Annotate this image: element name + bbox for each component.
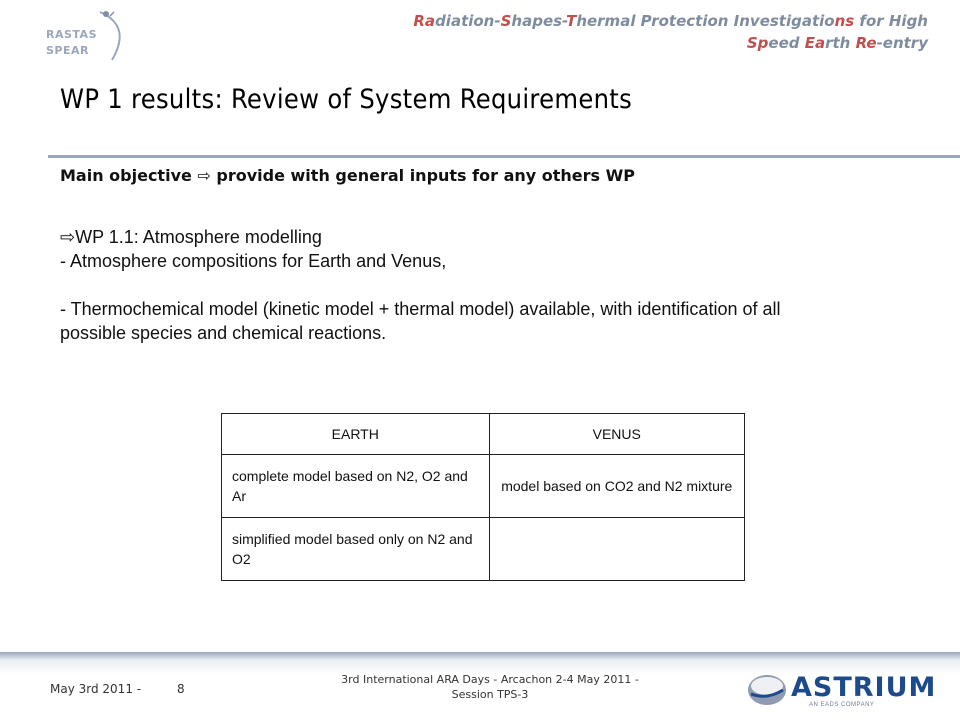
page-number: 8 [177, 682, 185, 696]
project-title-line1 [368, 10, 928, 32]
project-title-fragment: Ea [804, 34, 826, 52]
project-title-fragment: Re [855, 34, 877, 52]
logo-text-rastas: RASTAS [46, 28, 97, 41]
objective-label: Main objective [60, 166, 192, 185]
table-row [222, 455, 745, 518]
project-title-fragment: Ra [413, 12, 436, 30]
main-objective [60, 166, 635, 185]
project-title-fragment: hermal Protection Investigatio [576, 12, 835, 30]
project-title-fragment: diation- [435, 12, 501, 30]
project-title-fragment: ns [834, 12, 855, 30]
project-title-fragment: -entry [876, 34, 928, 52]
logo-text-spear: SPEAR [46, 44, 89, 57]
project-title-fragment: rth [825, 34, 856, 52]
project-title-fragment: S [500, 12, 512, 30]
right-arrow-icon: ⇨ [197, 166, 211, 185]
table-cell [489, 518, 745, 581]
astrium-swoosh-icon [745, 670, 789, 710]
project-title-fragment: for High [854, 12, 928, 30]
slide-body [60, 225, 840, 345]
column-header-earth: EARTH [222, 414, 490, 455]
table-header-row [222, 414, 745, 455]
table-row [222, 518, 745, 581]
astrium-logo [745, 668, 940, 712]
wp-heading [60, 225, 840, 249]
project-title [368, 10, 928, 54]
footer-event [300, 672, 680, 702]
project-title-fragment: Sp [746, 34, 769, 52]
footer-date: May 3rd 2011 - [50, 682, 142, 696]
table-cell: model based on CO2 and N2 mixture [489, 455, 745, 518]
project-title-fragment: hapes- [511, 12, 567, 30]
table-cell: complete model based on N2, O2 and Ar [222, 455, 490, 518]
wp-heading-text: WP 1.1: Atmosphere modelling [75, 227, 322, 247]
event-line2: Session TPS-3 [451, 688, 529, 701]
column-header-venus: VENUS [489, 414, 745, 455]
rastas-spear-logo [40, 6, 150, 64]
slide-title: WP 1 results: Review of System Requirements [60, 84, 633, 115]
title-divider [48, 155, 960, 158]
project-title-fragment: eed [768, 34, 805, 52]
astrium-wordmark: ASTRIUM [791, 672, 937, 703]
event-line1: 3rd International ARA Days - Arcachon 2-4 May 2011 - [341, 673, 639, 686]
model-comparison-table [221, 413, 745, 581]
project-title-line2 [368, 32, 928, 54]
astrium-tagline: AN EADS COMPANY [809, 702, 875, 708]
table-cell: simplified model based only on N2 and O2 [222, 518, 490, 581]
bullet-atmosphere: - Atmosphere compositions for Earth and Venus, [60, 251, 447, 271]
project-title-fragment: T [566, 12, 577, 30]
bullet-thermochemical: - Thermochemical model (kinetic model + thermal model) available, with identification of all possible species and chemical reactions. [60, 299, 781, 343]
right-arrow-icon: ⇨ [60, 227, 76, 247]
objective-text: provide with general inputs for any others WP [210, 166, 635, 185]
